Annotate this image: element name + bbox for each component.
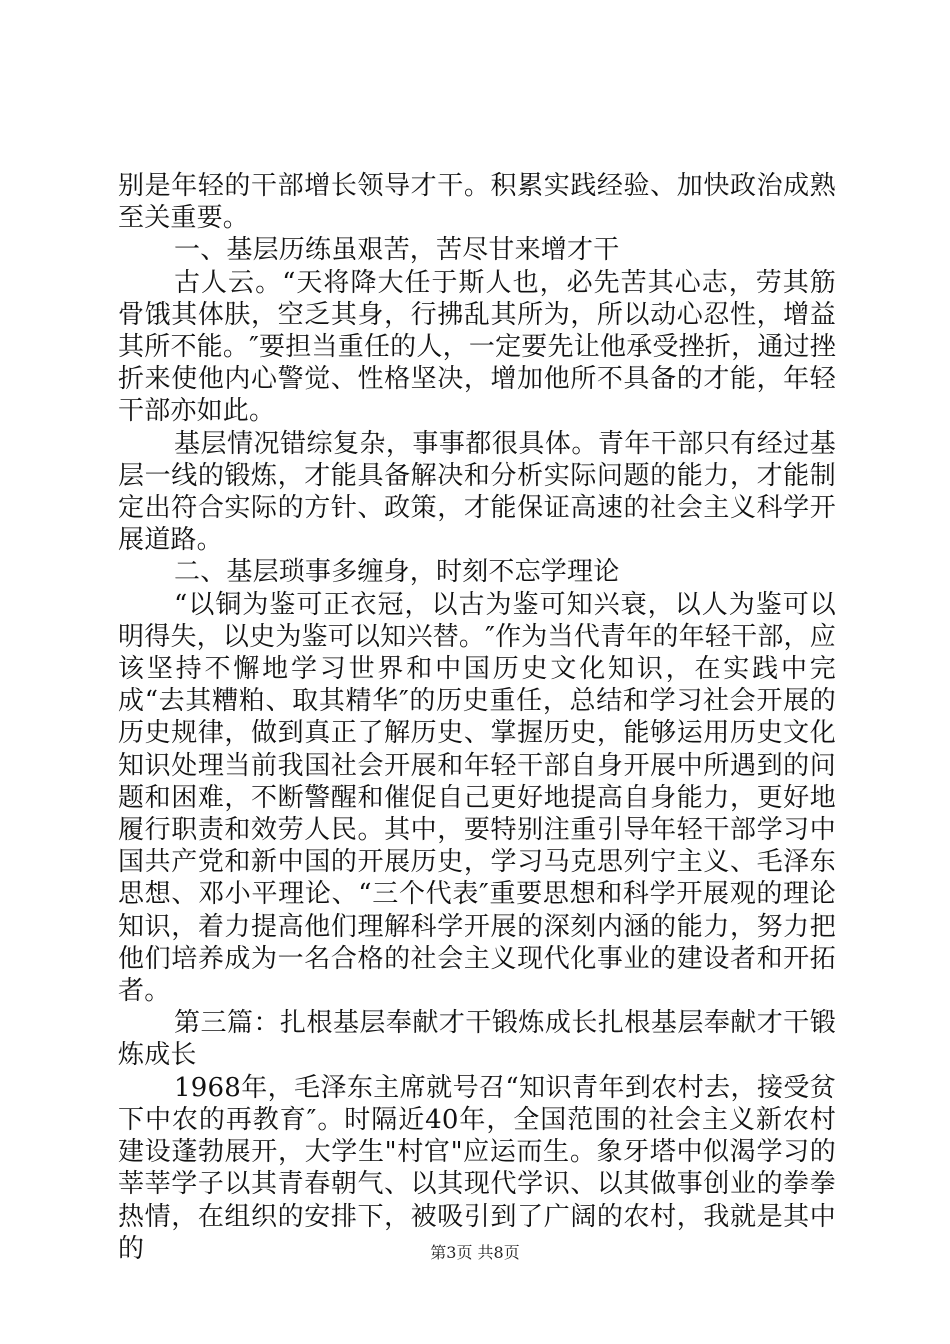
paragraph-history-study: “以铜为鉴可正衣冠，以古为鉴可知兴衰，以人为鉴可以明得失，以史为鉴可以知兴替。″作为当代青年的年轻干部，应该坚持不懈地学习世界和中国历史文化知识，在实践中完成“去其糟粕、取其精华″的历史重任，总结和学习社会开展的历史规律，做到真正了解历史、掌握历史，能够运用历史文化知识处理当前我国社会开展和年轻干部自身开展中所遇到的问题和困难，不断警醒和催促自己更好地提高自身能力，更好地履行职责和效劳人民。其中，要特别注重引导年轻干部学习中国共产党和新中国的开展历史，学习马克思列宁主义、毛泽东思想、邓小平理论、“三个代表″重要思想和科学开展观的理论知识，着力提高他们理解科学开展的深刻内涵的能力，努力把他们培养成为一名合格的社会主义现代化事业的建设者和开拓者。 xyxy=(118,589,836,1007)
section-heading-2: 二、基层琐事多缠身，时刻不忘学理论 xyxy=(174,557,620,588)
paragraph-quote-ancients: 古人云。“天将降大任于斯人也，必先苦其心志，劳其筋骨饿其体肤，空乏其身，行拂乱其所为，所以动心忍性，增益其所不能。″要担当重任的人，一定要先让他承受挫折，通过挫折来使他内心警觉、性格坚决，增加他所不具备的才能，年轻干部亦如此。 xyxy=(118,267,836,427)
paragraph-1968: 1968年，毛泽东主席就号召“知识青年到农村去，接受贫下中农的再教育″。时隔近40年，全国范围的社会主义新农村建设蓬勃展开，大学生"村官"应运而生。象牙塔中似渴学习的莘莘学子以其青春朝气、以其现代学识、以其做事创业的拳拳热情，在组织的安排下，被吸引到了广阔的农村，我就是其中的 xyxy=(118,1072,836,1264)
section-heading-1: 一、基层历练虽艰苦，苦尽甘来增才干 xyxy=(174,235,620,266)
document-body xyxy=(118,170,836,1265)
paragraph-continuation: 别是年轻的干部增长领导才干。积累实践经验、加快政治成熟至关重要。 xyxy=(118,171,836,234)
paragraph-grassroots: 基层情况错综复杂，事事都很具体。青年干部只有经过基层一线的锻炼，才能具备解决和分析实际问题的能力，才能制定出符合实际的方针、政策，才能保证高速的社会主义科学开展道路。 xyxy=(118,428,836,556)
page-number-footer: 第3页 共8页 xyxy=(430,1243,520,1262)
chapter-heading-3: 第三篇：扎根基层奉献才干锻炼成长扎根基层奉献才干锻炼成长 xyxy=(118,1008,836,1071)
